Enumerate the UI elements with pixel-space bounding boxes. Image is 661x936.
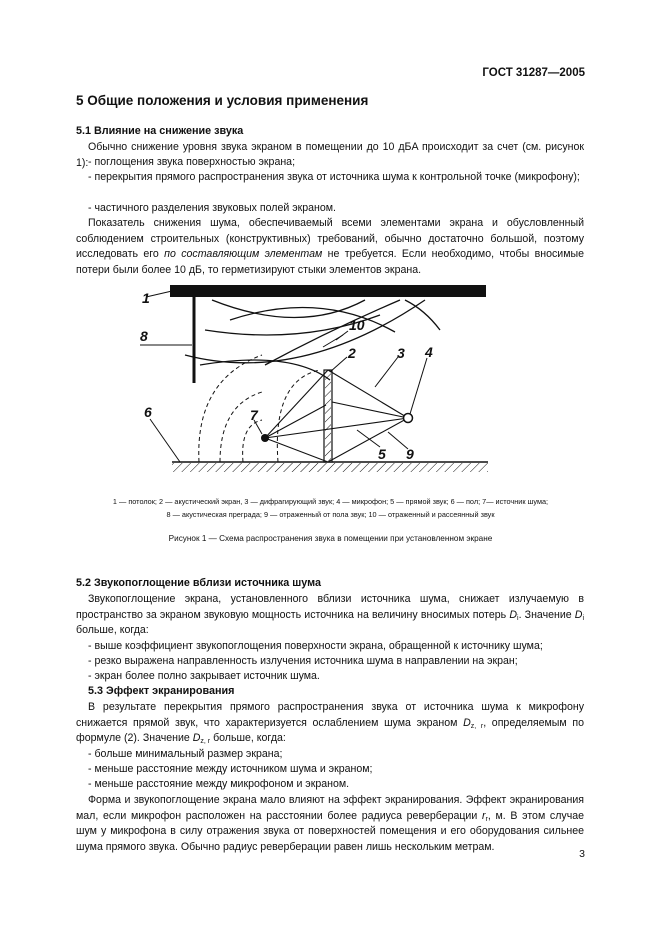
document-code: ГОСТ 31287—2005 [482, 67, 585, 79]
ceiling [170, 285, 486, 297]
list-item: - меньше расстояние между источником шума и экраном; [88, 763, 373, 775]
figure-label-7: 7 [250, 407, 258, 423]
subsection-5-3-heading: 5.3 Эффект экранирования [88, 685, 235, 697]
reflected-sound-waves [185, 300, 440, 380]
page-number: 3 [579, 848, 585, 860]
source-wavefronts [199, 355, 320, 462]
figure-label-10: 10 [349, 317, 365, 333]
figure-caption: Рисунок 1 — Схема распространения звука в помещении при установленном экране [168, 534, 493, 543]
list-item: - перекрытия прямого распространения звука от источника шума к контрольной точке (микрофону); [88, 171, 580, 183]
paragraph: Обычно снижение уровня звука экраном в помещении до 10 дБA происходит за счет (см. рисунок 1): [76, 141, 584, 169]
microphone [404, 414, 413, 423]
figure-label-9: 9 [406, 446, 414, 462]
figure-sound-propagation-diagram [0, 270, 661, 490]
section-title: 5 Общие положения и условия применения [76, 93, 369, 108]
list-item: - поглощения звука поверхностью экрана; [88, 156, 296, 168]
list-item: - выше коэффициент звукопоглощения поверхности экрана, обращенной к источнику шума; [88, 640, 543, 652]
figure-label-1: 1 [142, 290, 150, 306]
paragraph: Показатель снижения шума, обеспечиваемый всеми элементами экрана и обусловленный соблюдением строительных (конструктивных) требований, обычно достаточно большой, поэтому исследовать его по составляющим элементам не требуется. Если необходимо, чтобы вносимые потери были более 10 дБ, то герметизируют стыки элементов экрана. [76, 217, 584, 276]
list-item: - меньше расстояние между микрофоном и экраном. [88, 778, 350, 790]
figure-legend: 1 — потолок; 2 — акустический экран, 3 — дифрагирующий звук; 4 — микрофон; 5 — прямой звук; 6 — пол; 7— источник шума; [112, 497, 549, 506]
subsection-5-1-heading: 5.1 Влияние на снижение звука [76, 125, 244, 137]
figure-label-6: 6 [144, 404, 152, 420]
figure-legend: 8 — акустическая преграда; 9 — отраженный от пола звук; 10 — отраженный и рассеянный звук [166, 510, 495, 519]
paragraph: Звукопоглощение экрана, установленного вблизи источника шума, снижает излучаемую в пространство за экраном звуковую мощность источника на величину вносимых потерь $D_i$. Значение $D_i$ больше, когда: [76, 593, 585, 637]
list-item: - частичного разделения звуковых полей экраном. [88, 202, 337, 214]
paragraph: Форма и звукопоглощение экрана мало влияют на эффект экранирования. Эффект экранирования мал, если микрофон расположен на расстоянии более радиуса реверберации $r_r$, м. В этом случае шум у микрофона в силу отражения звука от поверхностей помещения и его оборудования сильнее шума прямого звука. Обычно радиус реверберации равен лишь нескольким метрам. [76, 794, 584, 853]
floor-hatching [172, 463, 488, 472]
figure-label-8: 8 [140, 328, 148, 344]
figure-label-2: 2 [348, 345, 356, 361]
subsection-5-2-heading: 5.2 Звукопоглощение вблизи источника шума [76, 577, 321, 589]
paragraph: В результате перекрытия прямого распространения звука от источника шума к микрофону снижается прямой звук, что характеризуется ослаблением шума экраном $D_{z, r}$, определяемым по формуле (2). Значение $D_{z, r}$ больше, когда: [76, 701, 584, 746]
sound-rays [265, 370, 408, 462]
list-item: - резко выражена направленность излучения источника шума в направлении на экран; [88, 655, 518, 667]
list-item: - больше минимальный размер экрана; [88, 748, 283, 760]
figure-label-5: 5 [378, 446, 386, 462]
list-item: - экран более полно закрывает источник шума. [88, 670, 320, 682]
figure-label-4: 4 [425, 344, 433, 360]
noise-source [261, 434, 269, 442]
figure-label-3: 3 [397, 345, 405, 361]
